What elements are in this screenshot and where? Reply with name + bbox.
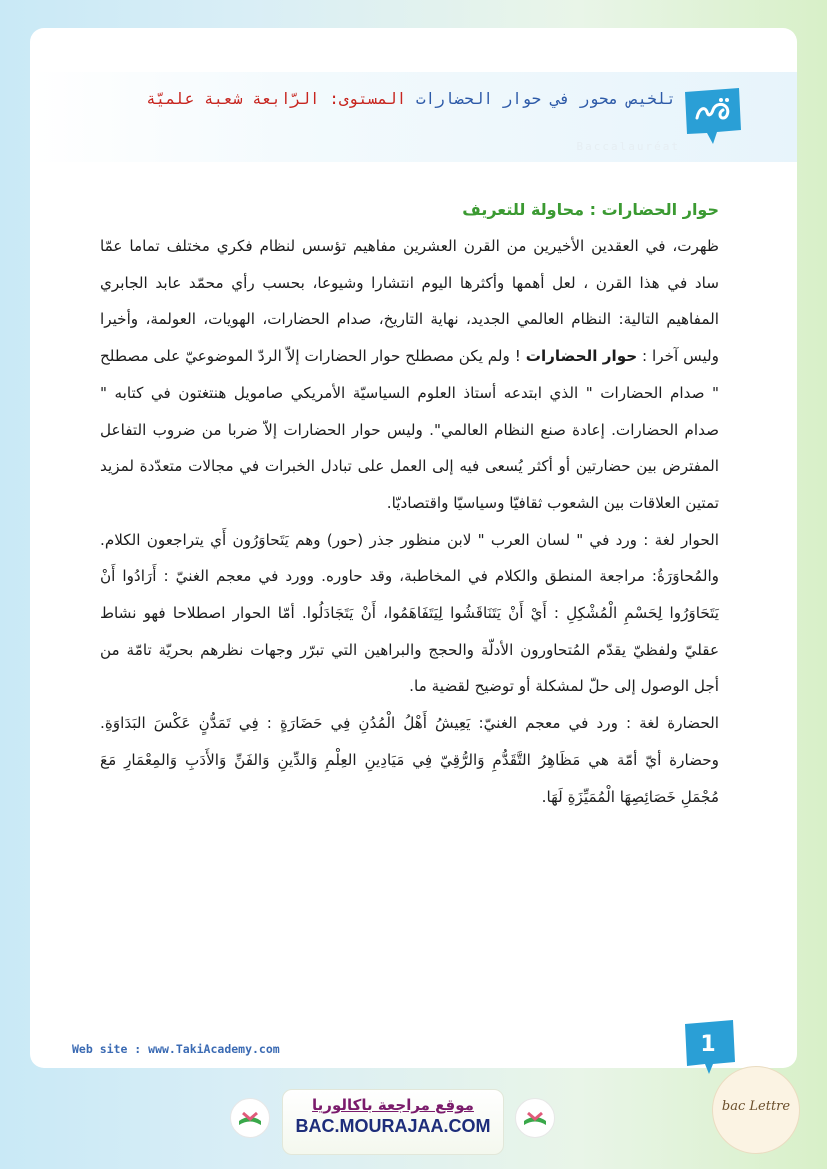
document-header (36, 90, 676, 108)
paragraph-civilization-definition: الحضارة لغة : ورد في معجم الغنيّ: يَعِيشُ أَهْلُ الْمُدُنِ فِي حَضَارَةٍ : فِي تَمَدُّنٍ عَكْسَ البَدَاوَةِ. وحضارة أيّ أمّة هي مَظَاهِرُ التَّقَدُّمِ وَالرُّقِيّ فِي مَيَادِينِ العِلْمِ وَالدِّينِ وَالفَنِّ وَالأَدَبِ وَالمِعْمَارِ مَعَ مُجْمَلِ خَصَائِصِهَا الْمُمَيِّزَةِ لَهَا. (100, 714, 719, 806)
bac-mourajaa-banner[interactable] (282, 1089, 504, 1155)
bold-term: حوار الحضارات (525, 347, 638, 366)
bac-lettre-logo (712, 1066, 800, 1154)
section-heading: حوار الحضارات : محاولة للتعريف (462, 200, 719, 219)
book-icon-right (515, 1098, 555, 1138)
book-icon-left (230, 1098, 270, 1138)
bac-lettre-text: bac Lettre (721, 1099, 791, 1114)
ad-arabic-text: موقع مراجعة باكالوريا (312, 1096, 474, 1114)
main-content (100, 192, 719, 815)
taki-academy-logo-icon (683, 86, 743, 146)
paragraph-definition: ظهرت، في العقدين الأخيرين من القرن العشرين مفاهيم تؤسس لنظام فكري مختلف تماما عمّا ساد في هذا القرن ، لعل أهمها وأكثرها اليوم انتشارا وشيوعا، بحسب رأي محمّد عابد الجابري المفاهيم التالية: النظام العالمي الجديد، نهاية التاريخ، صدام الحضارات، الهويات، العولمة، وأخيرا وليس آخرا : حوار الحضارات ! ولم يكن مصطلح حوار الحضارات إلاّ الردّ الموضوعيّ على مصطلح " صدام الحضارات " الذي ابتدعه أستاذ العلوم السياسيّة الأمريكي صامويل هنتغتون في كتابه " صدام الحضارات. إعادة صنع النظام العالمي". وليس حوار الحضارات إلاّ ضربا من ضروب التفاعل المفترض بين حضارتين أو أكثر يُسعى فيه إلى العمل على تبادل الخبرات في مجالات متعدّدة لمزيد تمتين العلاقات بين الشعوب ثقافيّا وسياسيّا واقتصاديّا. (100, 237, 719, 512)
document-title: تلخيص محور في حوار الحضارات (415, 89, 676, 108)
faded-header-text: Baccalauréat (576, 140, 680, 153)
page-number: 1 (700, 1032, 716, 1057)
page-number-badge (683, 1018, 741, 1076)
ad-url[interactable]: BAC.MOURAJAA.COM (295, 1116, 491, 1136)
website-link[interactable]: Web site : www.TakiAcademy.com (72, 1042, 280, 1056)
paragraph-dialogue-definition: الحوار لغة : ورد في " لسان العرب " لابن منظور جذر (حور) وهم يَتَحاوَرُون أَي يتراجعون الكلام. والمُحاوَرَةُ: مراجعة المنطق والكلام في المخاطبة، وقد حاوره. وورد في معجم الغنيّ : أَرَادُوا أَنْ يَتَحَاوَرُوا لِحَسْمِ الْمُشْكِلِ : أَيْ أَنْ يَتَنَاقَشُوا لِيَتَفَاهَمُوا، أَنْ يَتَجَادَلُوا. أمّا الحوار اصطلاحا فهو نشاط عقليّ ولفظيّ يقدّم المُتحاورون الأدلّة والحجج والبراهين التي تبرّر وجهات نظرهم بحريّة تامّة من أجل الوصول إلى حلّ لمشكلة أو توضيح لقضية ما. (100, 530, 719, 696)
level-label: المستوى: الرّابعة شعبة علميّة (146, 89, 407, 108)
